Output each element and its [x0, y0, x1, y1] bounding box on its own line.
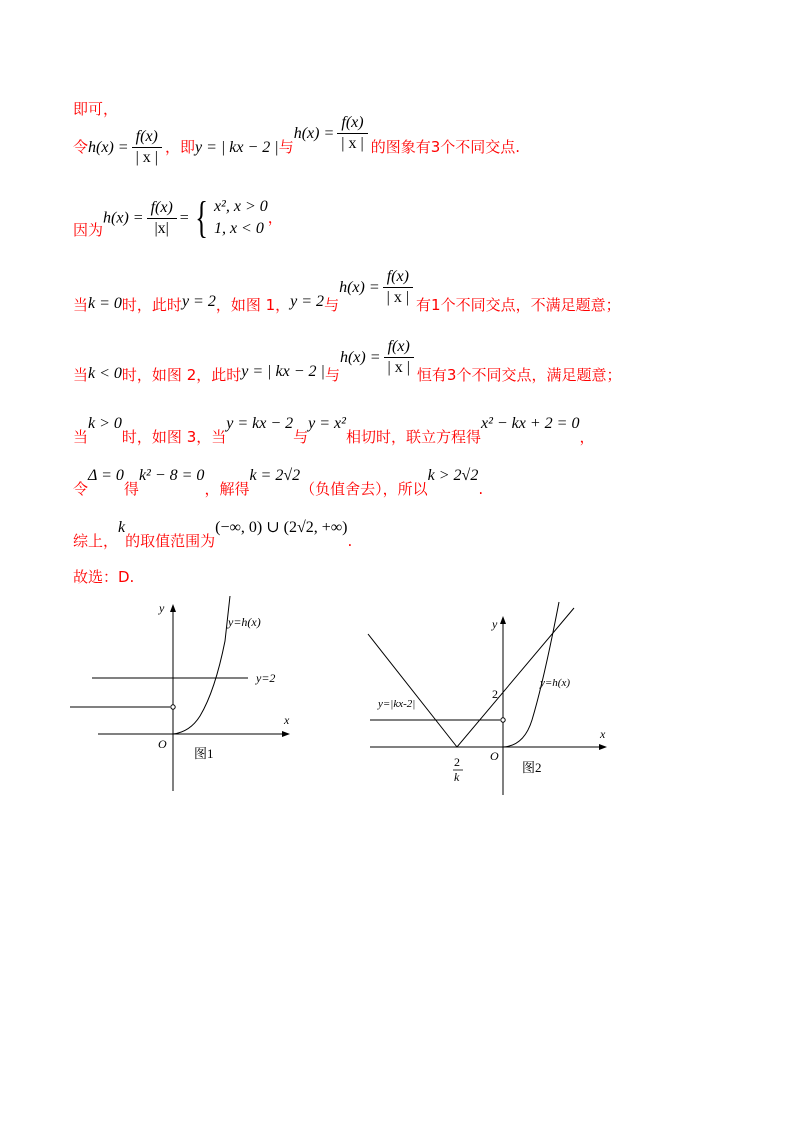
fig1-h-parabola [173, 596, 230, 734]
text-line-2: 令h(x) = $\frac{f(x)}{| x |}$ ，即y = | kx − 2 |与h(x) = $\frac{f(x)}{| x |}$ 的图象有3个不同交点. [73, 114, 520, 166]
fig1-caption: 图1 [194, 746, 214, 761]
text-line-4: 当k = 0时，此时y = 2，如图 1，y = 2与h(x) = $\frac{f(x)}{| x |}$ 有1个不同交点，不满足题意； [73, 268, 621, 314]
text-line-7: 令Δ = 0得k² − 8 = 0，解得k = 2√2（负值舍去），所以k > 2√2. [73, 467, 484, 498]
fig2-origin: O [490, 749, 499, 763]
fig2-h-parabola [503, 602, 559, 747]
fig2-v-label: y=|kx-2| [378, 698, 416, 710]
fig2-tick-2k-den: k [454, 770, 460, 784]
fig2-tick-2: 2 [492, 687, 498, 701]
figure-1 [70, 596, 300, 796]
text-line-3: 因为h(x) = $\frac{f(x)}{|x|}$ = { x², x > 0 1, x < 0 ， [73, 193, 283, 242]
text-line-6: 当k > 0时，如图 3，当y = kx − 2与y = x²相切时，联立方程得x² − kx + 2 = 0， [73, 415, 595, 446]
fig1-open-point [171, 705, 175, 709]
fig1-origin: O [158, 737, 167, 751]
fig2-caption: 图2 [522, 760, 542, 775]
fig2-curve-label: y=h(x) [540, 677, 571, 689]
h-def-lhs: h(x) = [88, 139, 129, 156]
text-line-1: 即可， [73, 100, 119, 118]
fraction-fx-over-absx: $\frac{f(x)}{| x |}$ [132, 128, 162, 167]
fig2-tick-2k-num: 2 [454, 755, 460, 769]
eq-y-abs-kx-2: y = | kx − 2 | [195, 139, 279, 156]
fig1-curve-label: y=h(x) [228, 615, 261, 629]
fig1-y-arrow [170, 604, 176, 612]
piecewise-cases: x², x > 0 1, x < 0 [213, 198, 268, 237]
text-line-9: 故选：D. [73, 568, 135, 586]
fig1-x-label: x [284, 713, 290, 727]
fig1-line-y2-label: y=2 [256, 671, 276, 685]
fig2-open-point [501, 718, 505, 722]
fig2-x-arrow [599, 744, 607, 750]
fig2-y-arrow [500, 616, 506, 624]
fig2-y-label: y [492, 617, 498, 631]
fig1-x-arrow [282, 731, 290, 737]
figure-2 [364, 600, 624, 800]
fig1-y-label: y [159, 601, 165, 615]
piecewise-brace: { [195, 193, 208, 242]
text-line-8: 综上，k的取值范围为(−∞, 0) ∪ (2√2, +∞). [73, 519, 353, 550]
fig2-x-label: x [600, 727, 606, 741]
text-line-5: 当k < 0时，如图 2，此时y = | kx − 2 |与h(x) = $\frac{f(x)}{| x |}$ 恒有3个不同交点，满足题意； [73, 338, 622, 384]
